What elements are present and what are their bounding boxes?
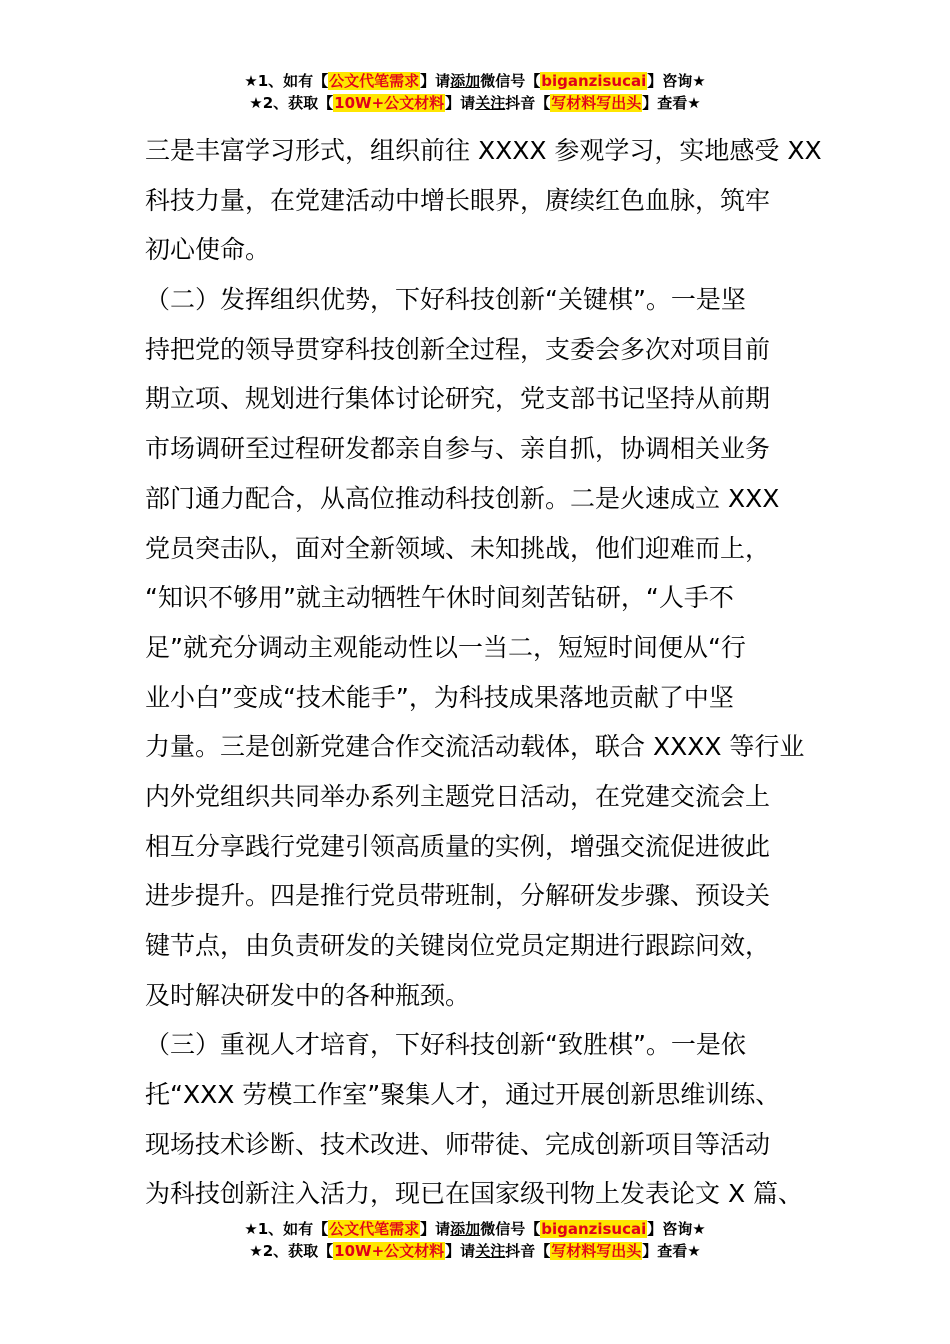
text-line: 进步提升。四是推行党员带班制，分解研发步骤、预设关 [145,881,771,911]
header-banner [0,70,950,114]
text-line: “知识不够用”就主动牺牲午休时间刻苦钻研，“人手不 [145,583,734,613]
highlight-wechat-id: biganzisucai [541,1220,647,1238]
text-line: 足”就充分调动主观能动性以一当二，短短时间便从“行 [145,632,746,662]
banner-line-1: ★1、如有【公文代笔需求】请添加微信号【biganzisucai】咨询★ [244,72,706,90]
document-body [145,126,822,1219]
star-icon: ★ [249,1242,263,1260]
text-line: 持把党的领导贯穿科技创新全过程，支委会多次对项目前 [145,334,771,364]
banner-line-2: ★2、获取【10W+公文材料】请关注抖音【写材料写出头】查看★ [249,94,701,112]
highlight-materials: 10W+公文材料 [334,1242,445,1260]
footer-banner [0,1218,950,1262]
star-icon: ★ [687,1242,701,1260]
star-icon: ★ [687,94,701,112]
text-line: 现场技术诊断、技术改进、师带徒、完成创新项目等活动 [145,1129,771,1159]
star-icon: ★ [249,94,263,112]
star-icon: ★ [244,1220,258,1238]
text-line: 托“XXX 劳模工作室”聚集人才，通过开展创新思维训练、 [145,1080,781,1110]
text-line: 初心使命。 [145,235,271,265]
text-line: 三是丰富学习形式，组织前往 XXXX 参观学习，实地感受 XX [145,136,822,165]
highlight-douyin-account: 写材料写出头 [551,1242,642,1260]
text-line: 键节点，由负责研发的关键岗位党员定期进行跟踪问效， [145,931,771,960]
text-line: 为科技创新注入活力，现已在国家级刊物上发表论文 X 篇、 [145,1179,804,1209]
highlight-service: 公文代笔需求 [329,1220,420,1238]
highlight-douyin-account: 写材料写出头 [551,94,642,112]
section-heading-line: （二）发挥组织优势，下好科技创新“关键棋”。一是坚 [145,285,746,315]
text-line: 业小白”变成“技术能手”，为科技成果落地贡献了中坚 [145,682,734,712]
highlight-wechat-id: biganzisucai [541,72,647,90]
text-line: 部门通力配合，从高位推动科技创新。二是火速成立 XXX [145,483,780,513]
text-line: 及时解决研发中的各种瓶颈。 [145,980,471,1010]
text-line: 期立项、规划进行集体讨论研究，党支部书记坚持从前期 [145,384,771,414]
banner-line-2: ★2、获取【10W+公文材料】请关注抖音【写材料写出头】查看★ [249,1242,701,1260]
highlight-service: 公文代笔需求 [329,72,420,90]
text-line: 内外党组织共同举办系列主题党日活动，在党建交流会上 [145,781,771,811]
text-line: 市场调研至过程研发都亲自参与、亲自抓，协调相关业务 [145,434,771,464]
star-icon: ★ [692,1220,706,1238]
section-heading-line: （三）重视人才培育，下好科技创新“致胜棋”。一是依 [145,1030,746,1060]
text-line: 力量。三是创新党建合作交流活动载体，联合 XXXX 等行业 [145,732,805,762]
text-line: 相互分享践行党建引领高质量的实例，增强交流促进彼此 [145,831,771,861]
text-line: 党员突击队，面对全新领域、未知挑战，他们迎难而上， [145,533,771,563]
banner-line-1: ★1、如有【公文代笔需求】请添加微信号【biganzisucai】咨询★ [244,1220,706,1238]
star-icon: ★ [244,72,258,90]
text-line: 科技力量，在党建活动中增长眼界，赓续红色血脉，筑牢 [145,185,771,215]
star-icon: ★ [692,72,706,90]
highlight-materials: 10W+公文材料 [334,94,445,112]
